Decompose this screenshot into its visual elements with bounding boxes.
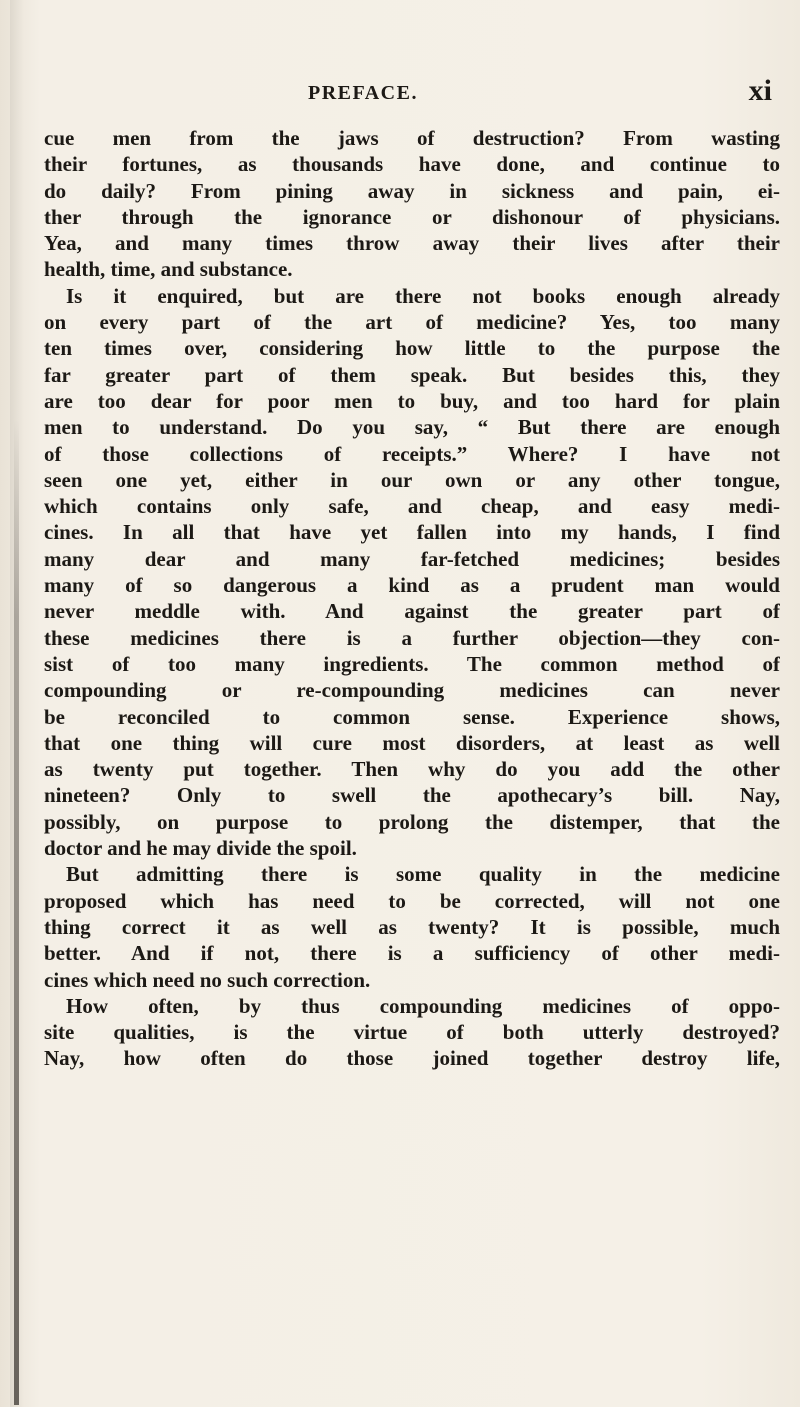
- text-line: nineteen? Only to swell the apothecary’s bill. Nay,: [44, 783, 780, 808]
- text-line: cue men from the jaws of destruction? From wasting: [44, 126, 780, 150]
- text-line: many of so dangerous a kind as a prudent man would: [44, 573, 780, 598]
- text-line: seen one yet, either in our own or any other tongue,: [44, 467, 780, 492]
- text-line: men to understand. Do you say, “ But there are enough: [44, 415, 780, 440]
- text-line: Yea, and many times throw away their lives after their: [44, 231, 780, 256]
- text-line: are too dear for poor men to buy, and too hard for plain: [44, 388, 780, 413]
- text-line: Is it enquired, but are there not books enough already: [66, 283, 780, 308]
- page-binding-edge: [14, 420, 19, 1405]
- text-line: health, time, and substance.: [44, 257, 293, 282]
- text-line: be reconciled to common sense. Experience shows,: [44, 704, 780, 729]
- text-line: better. And if not, there is a sufficiency of other medi-: [44, 941, 780, 966]
- text-line: on every part of the art of medicine? Yes, too many: [44, 310, 780, 335]
- text-line: far greater part of them speak. But besides this, they: [44, 362, 780, 387]
- text-line: do daily? From pining away in sickness and pain, ei-: [44, 178, 780, 203]
- body-text: [44, 125, 780, 1072]
- page-number: xi: [748, 74, 772, 107]
- text-line: sist of too many ingredients. The common method of: [44, 651, 780, 676]
- text-line: cines which need no such correction.: [44, 967, 371, 992]
- text-line: which contains only safe, and cheap, and easy medi-: [44, 494, 780, 519]
- text-line: these medicines there is a further objection—they con-: [44, 625, 780, 650]
- text-line: How often, by thus compounding medicines of oppo-: [66, 993, 780, 1018]
- text-line: many dear and many far-fetched medicines; besides: [44, 546, 780, 571]
- text-line: ther through the ignorance or dishonour of physicians.: [44, 204, 780, 229]
- text-line: their fortunes, as thousands have done, and continue to: [44, 152, 780, 177]
- text-line: Nay, how often do those joined together destroy life,: [44, 1046, 780, 1071]
- text-line: of those collections of receipts.” Where? I have not: [44, 441, 780, 466]
- running-head: PREFACE.: [308, 82, 418, 104]
- text-line: as twenty put together. Then why do you add the other: [44, 757, 780, 782]
- text-line: doctor and he may divide the spoil.: [44, 836, 357, 861]
- text-line: compounding or re-compounding medicines can never: [44, 678, 780, 703]
- text-line: that one thing will cure most disorders, at least as well: [44, 730, 780, 755]
- text-line: ten times over, considering how little to the purpose the: [44, 336, 780, 361]
- text-line: But admitting there is some quality in the medicine: [66, 862, 780, 887]
- text-line: possibly, on purpose to prolong the distemper, that the: [44, 809, 780, 834]
- text-line: thing correct it as well as twenty? It is possible, much: [44, 914, 780, 939]
- text-line: proposed which has need to be corrected, will not one: [44, 888, 780, 913]
- page-header: [40, 74, 780, 114]
- text-line: never meddle with. And against the greater part of: [44, 599, 780, 624]
- text-line: cines. In all that have yet fallen into my hands, I find: [44, 520, 780, 545]
- text-line: site qualities, is the virtue of both utterly destroyed?: [44, 1020, 780, 1045]
